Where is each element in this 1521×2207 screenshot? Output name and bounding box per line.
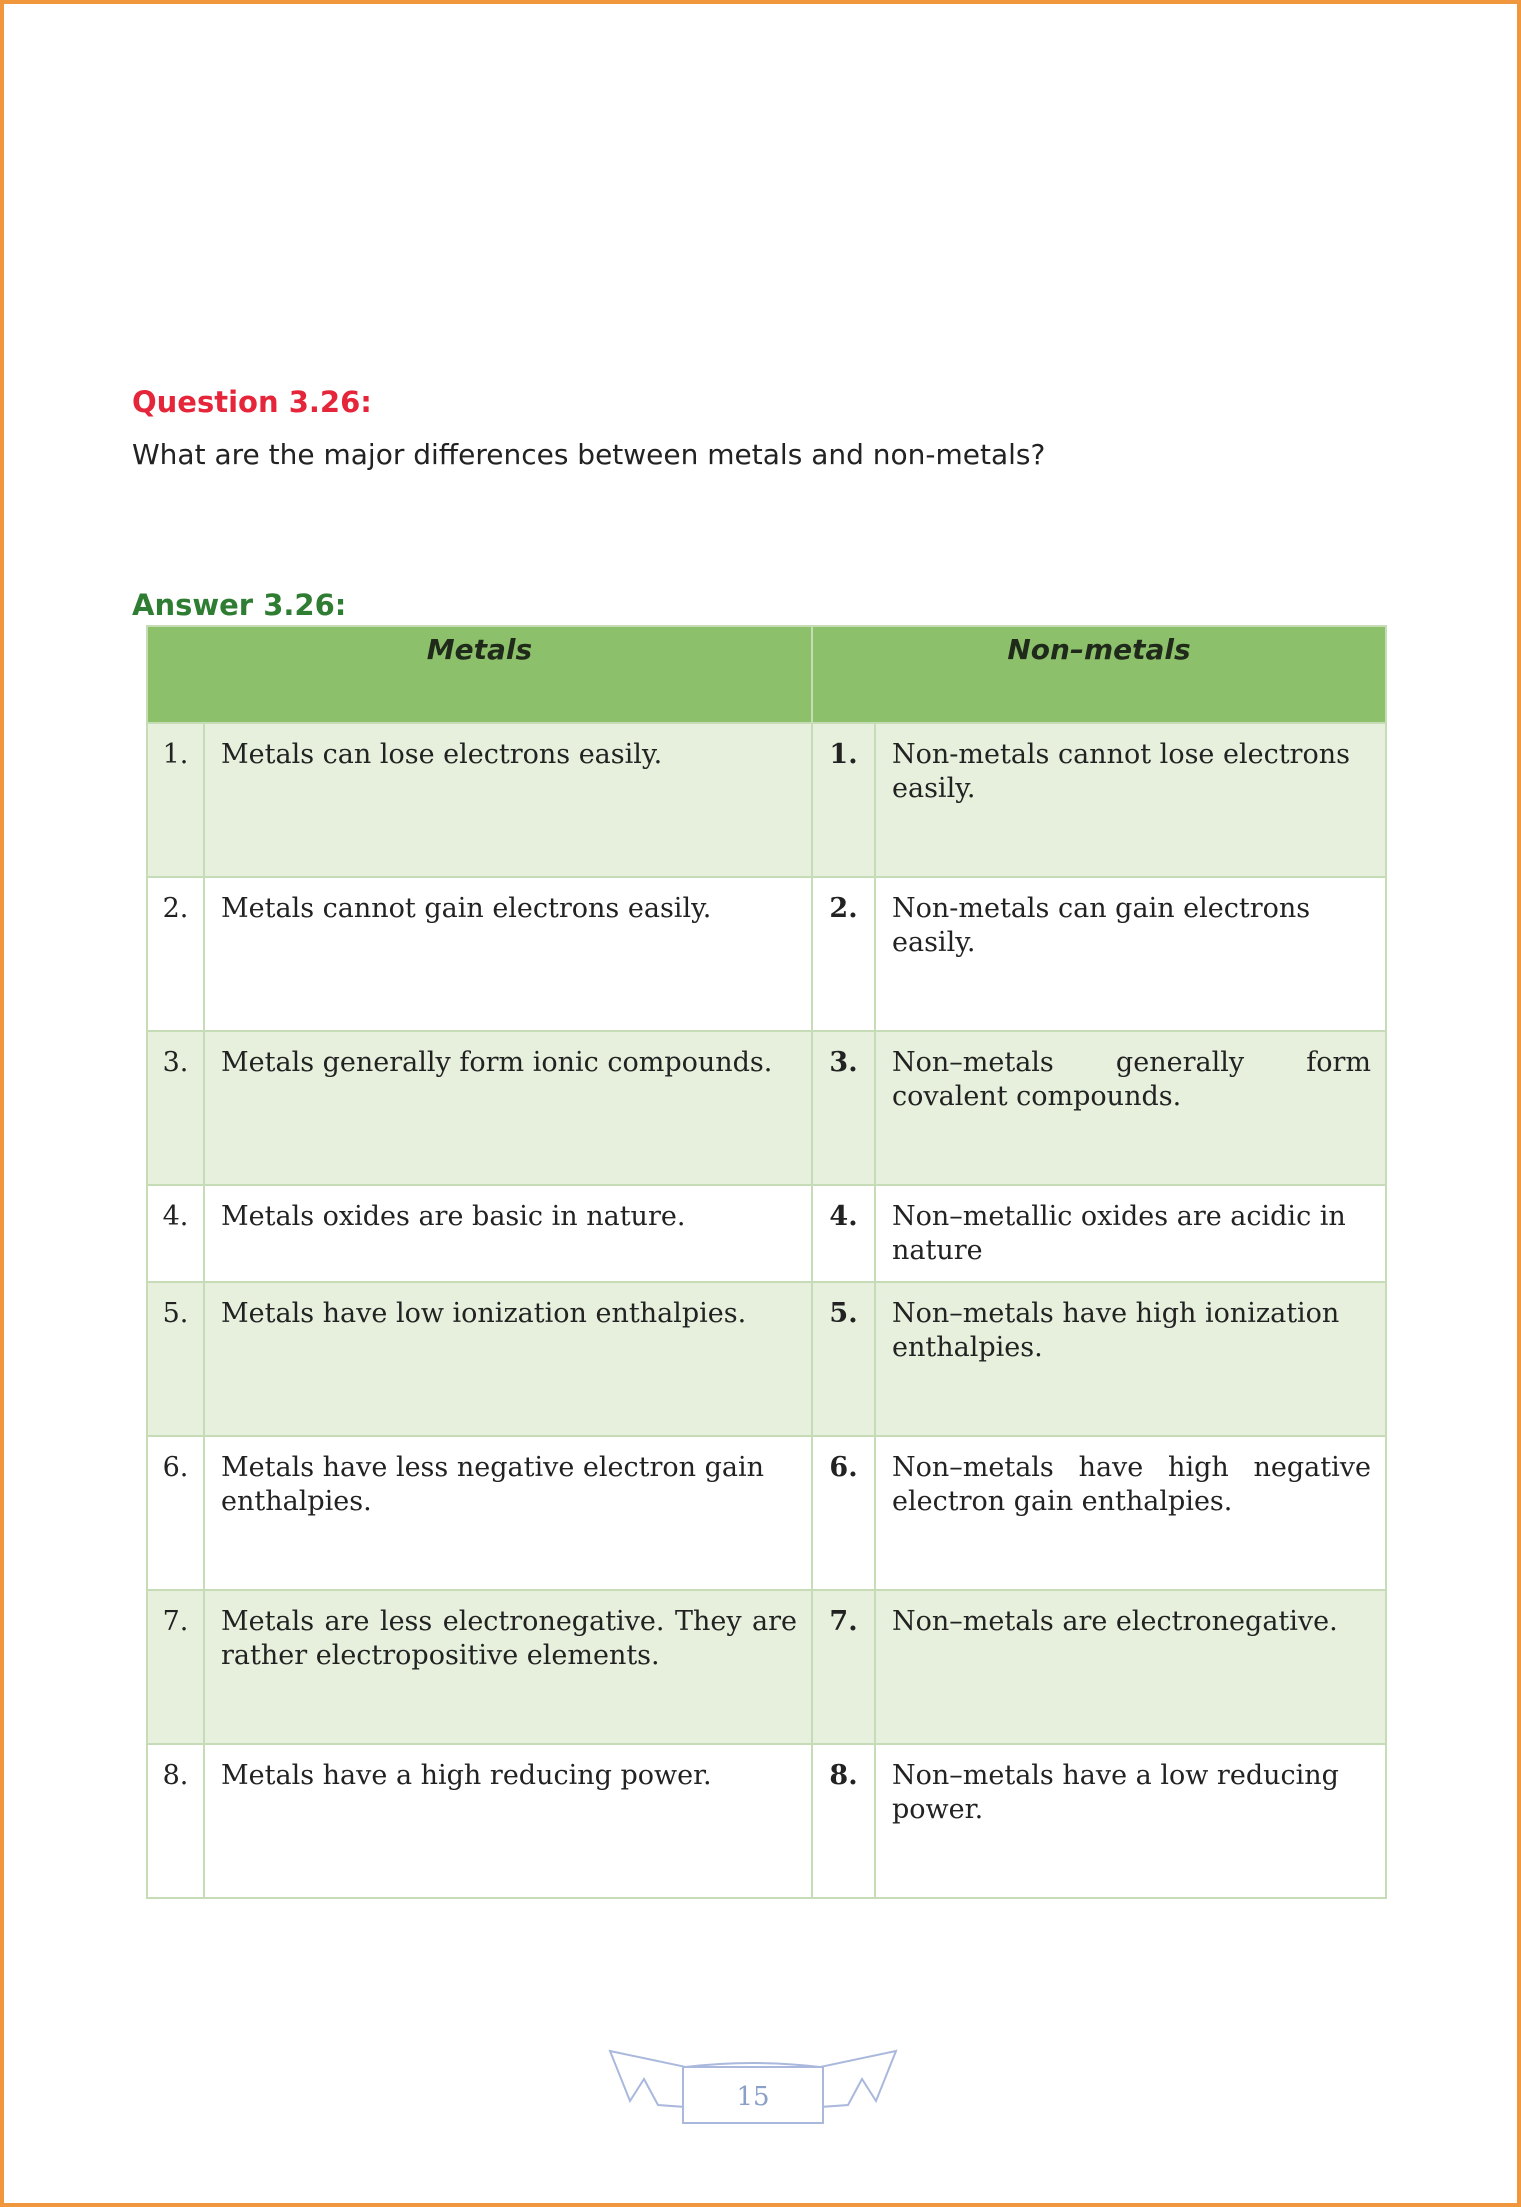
metal-property: Metals generally form ionic compounds. bbox=[204, 1031, 812, 1185]
comparison-table bbox=[146, 625, 1387, 1899]
non-metal-property: Non–metals have high ionization enthalpies. bbox=[875, 1282, 1386, 1436]
metal-property: Metals have a high reducing power. bbox=[204, 1744, 812, 1898]
row-number-non-metal: 3. bbox=[812, 1031, 875, 1185]
row-number-non-metal: 4. bbox=[812, 1185, 875, 1282]
non-metal-property: Non–metallic oxides are acidic in nature bbox=[875, 1185, 1386, 1282]
row-number-non-metal: 7. bbox=[812, 1590, 875, 1744]
page-number: 15 bbox=[736, 2082, 770, 2112]
table-row bbox=[147, 1185, 1386, 1282]
non-metal-property: Non-metals can gain electrons easily. bbox=[875, 877, 1386, 1031]
table-row bbox=[147, 1744, 1386, 1898]
row-number: 3. bbox=[147, 1031, 204, 1185]
answer-title: Answer 3.26: bbox=[132, 588, 347, 622]
question-title: Question 3.26: bbox=[132, 385, 372, 419]
row-number: 8. bbox=[147, 1744, 204, 1898]
metal-property: Metals have less negative electron gain enthalpies. bbox=[204, 1436, 812, 1590]
table-row bbox=[147, 1590, 1386, 1744]
row-number-non-metal: 2. bbox=[812, 877, 875, 1031]
header-non-metals: Non–metals bbox=[812, 626, 1386, 723]
non-metal-property: Non–metals generally form covalent compounds. bbox=[875, 1031, 1386, 1185]
table-row bbox=[147, 1436, 1386, 1590]
non-metal-property: Non–metals have a low reducing power. bbox=[875, 1744, 1386, 1898]
row-number-non-metal: 6. bbox=[812, 1436, 875, 1590]
table-row bbox=[147, 1031, 1386, 1185]
header-metals: Metals bbox=[147, 626, 812, 723]
table-row bbox=[147, 723, 1386, 877]
metal-property: Metals can lose electrons easily. bbox=[204, 723, 812, 877]
metal-property: Metals are less electronegative. They are rather electropositive elements. bbox=[204, 1590, 812, 1744]
non-metal-property: Non–metals have high negative electron gain enthalpies. bbox=[875, 1436, 1386, 1590]
row-number: 1. bbox=[147, 723, 204, 877]
row-number-non-metal: 1. bbox=[812, 723, 875, 877]
table-row bbox=[147, 1282, 1386, 1436]
question-text: What are the major differences between metals and non-metals? bbox=[132, 438, 1046, 471]
table-row bbox=[147, 877, 1386, 1031]
row-number: 6. bbox=[147, 1436, 204, 1590]
non-metal-property: Non-metals cannot lose electrons easily. bbox=[875, 723, 1386, 877]
row-number-non-metal: 5. bbox=[812, 1282, 875, 1436]
non-metal-property: Non–metals are electronegative. bbox=[875, 1590, 1386, 1744]
metal-property: Metals cannot gain electrons easily. bbox=[204, 877, 812, 1031]
metal-property: Metals have low ionization enthalpies. bbox=[204, 1282, 812, 1436]
row-number: 2. bbox=[147, 877, 204, 1031]
row-number: 5. bbox=[147, 1282, 204, 1436]
table-header-row bbox=[147, 626, 1386, 723]
row-number: 4. bbox=[147, 1185, 204, 1282]
row-number-non-metal: 8. bbox=[812, 1744, 875, 1898]
metal-property: Metals oxides are basic in nature. bbox=[204, 1185, 812, 1282]
row-number: 7. bbox=[147, 1590, 204, 1744]
